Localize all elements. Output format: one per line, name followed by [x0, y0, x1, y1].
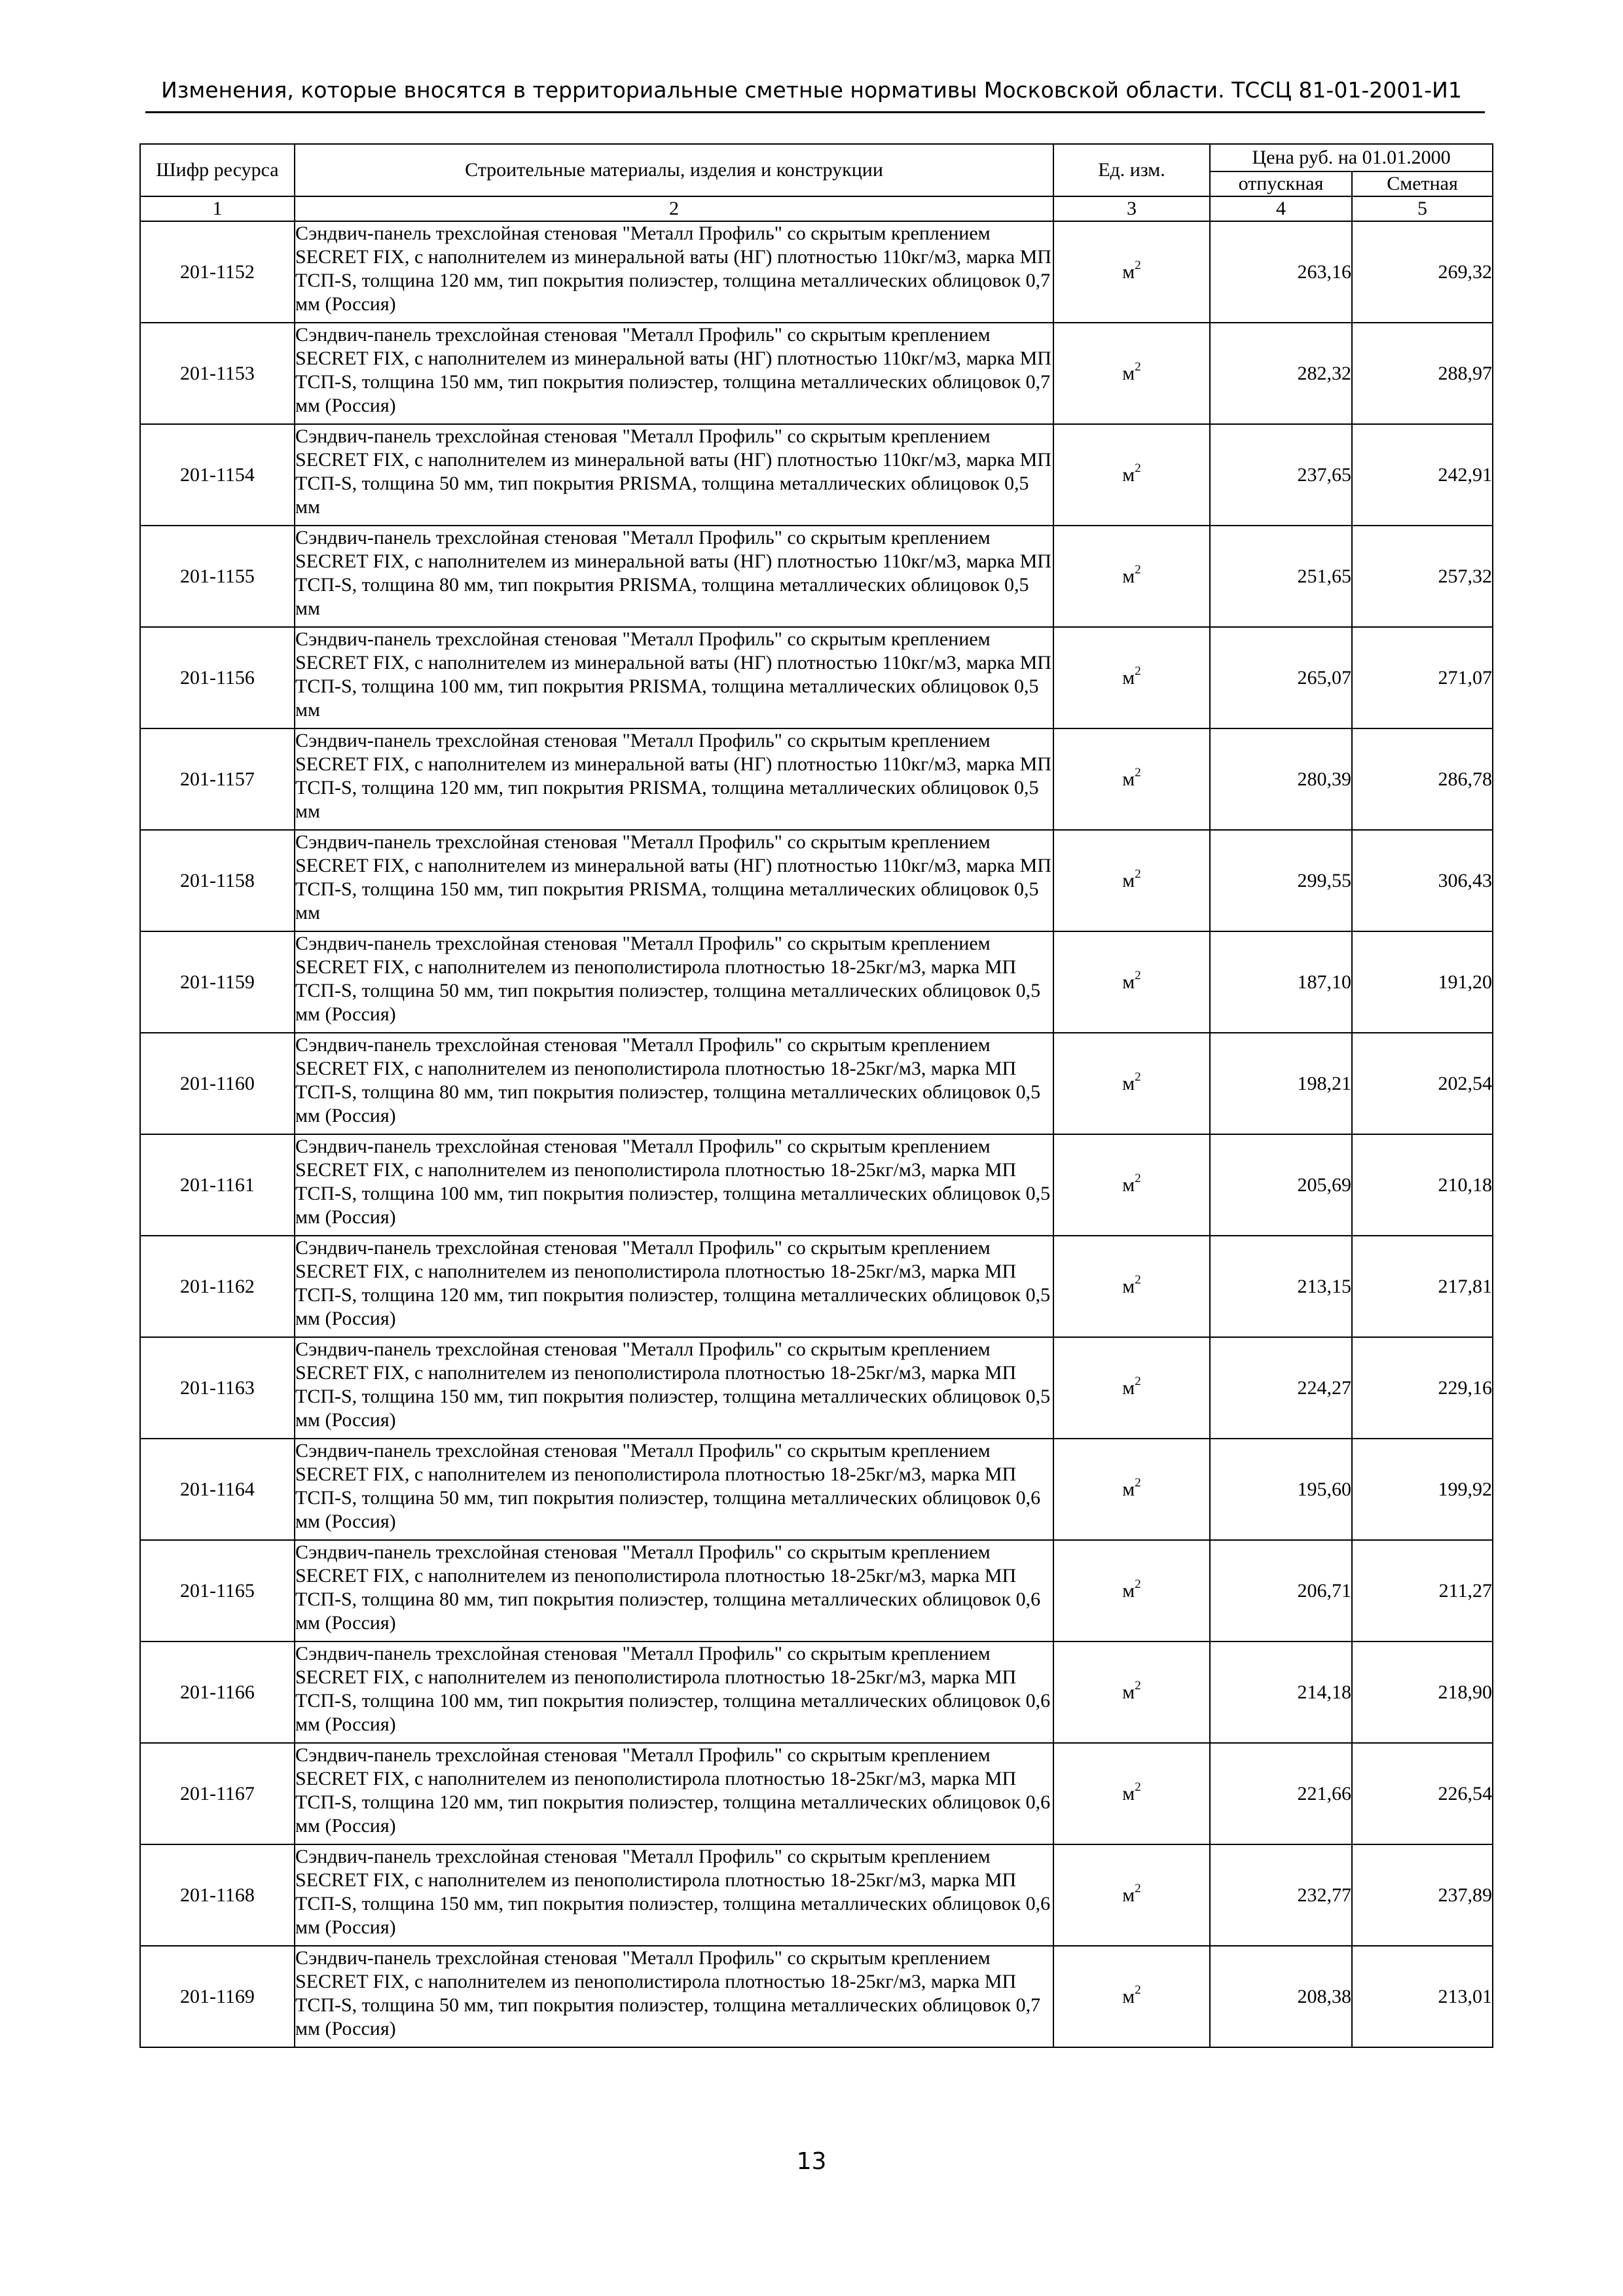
- unit-exponent: 2: [1135, 359, 1141, 374]
- material-description: Сэндвич-панель трехслойная стеновая "Металл Профиль" со скрытым креплением SECRET FIX, с наполнителем из минеральной ваты (НГ) плотностью 110кг/м3, марка МП ТСП-S, толщина 150 мм, тип покрытия PRISMA, толщина металлических облицовок 0,5 мм: [295, 830, 1053, 931]
- resource-code: 201-1158: [140, 830, 295, 931]
- table-row: [140, 1946, 1493, 2047]
- resource-code: 201-1169: [140, 1946, 295, 2047]
- unit-base: м: [1122, 971, 1135, 993]
- estimate-price: 202,54: [1352, 1033, 1493, 1134]
- resource-code: 201-1160: [140, 1033, 295, 1134]
- unit-exponent: 2: [1135, 1881, 1141, 1895]
- unit-cell: [1053, 1641, 1210, 1743]
- release-price: 195,60: [1210, 1439, 1352, 1540]
- release-price: 299,55: [1210, 830, 1352, 931]
- table-row: [140, 323, 1493, 424]
- column-number: 1: [140, 196, 295, 221]
- table-row: [140, 1337, 1493, 1439]
- material-description: Сэндвич-панель трехслойная стеновая "Металл Профиль" со скрытым креплением SECRET FIX, с наполнителем из минеральной ваты (НГ) плотностью 110кг/м3, марка МП ТСП-S, толщина 150 мм, тип покрытия полиэстер, толщина металлических облицовок 0,7 мм (Россия): [295, 323, 1053, 424]
- release-price: 205,69: [1210, 1134, 1352, 1236]
- estimate-price: 213,01: [1352, 1946, 1493, 2047]
- resource-code: 201-1165: [140, 1540, 295, 1641]
- unit-cell: [1053, 323, 1210, 424]
- unit-exponent: 2: [1135, 1069, 1141, 1084]
- unit-base: м: [1122, 1782, 1135, 1804]
- table-row: [140, 1033, 1493, 1134]
- release-price: 251,65: [1210, 526, 1352, 627]
- estimate-price: 286,78: [1352, 728, 1493, 830]
- resource-code: 201-1157: [140, 728, 295, 830]
- material-description: Сэндвич-панель трехслойная стеновая "Металл Профиль" со скрытым креплением SECRET FIX, с наполнителем из минеральной ваты (НГ) плотностью 110кг/м3, марка МП ТСП-S, толщина 100 мм, тип покрытия PRISMA, толщина металлических облицовок 0,5 мм: [295, 627, 1053, 728]
- estimate-price: 269,32: [1352, 221, 1493, 323]
- release-price: 265,07: [1210, 627, 1352, 728]
- table-row: [140, 1236, 1493, 1337]
- unit-cell: [1053, 931, 1210, 1033]
- page-number: 13: [796, 2148, 827, 2175]
- resource-code: 201-1159: [140, 931, 295, 1033]
- estimate-price: 226,54: [1352, 1743, 1493, 1844]
- unit-cell: [1053, 1337, 1210, 1439]
- estimate-price: 211,27: [1352, 1540, 1493, 1641]
- unit-cell: [1053, 830, 1210, 931]
- material-description: Сэндвич-панель трехслойная стеновая "Металл Профиль" со скрытым креплением SECRET FIX, с наполнителем из пенополистирола плотностью 18-25кг/м3, марка МП ТСП-S, толщина 80 мм, тип покрытия полиэстер, толщина металлических облицовок 0,6 мм (Россия): [295, 1540, 1053, 1641]
- header-estimate-price: Сметная: [1352, 171, 1493, 196]
- material-description: Сэндвич-панель трехслойная стеновая "Металл Профиль" со скрытым креплением SECRET FIX, с наполнителем из пенополистирола плотностью 18-25кг/м3, марка МП ТСП-S, толщина 100 мм, тип покрытия полиэстер, толщина металлических облицовок 0,6 мм (Россия): [295, 1641, 1053, 1743]
- table-row: [140, 1134, 1493, 1236]
- table-body: [140, 221, 1493, 2047]
- estimate-price: 199,92: [1352, 1439, 1493, 1540]
- resource-code: 201-1153: [140, 323, 295, 424]
- resource-code: 201-1161: [140, 1134, 295, 1236]
- header-code: Шифр ресурса: [140, 144, 295, 196]
- material-description: Сэндвич-панель трехслойная стеновая "Металл Профиль" со скрытым креплением SECRET FIX, с наполнителем из пенополистирола плотностью 18-25кг/м3, марка МП ТСП-S, толщина 50 мм, тип покрытия полиэстер, толщина металлических облицовок 0,7 мм (Россия): [295, 1946, 1053, 2047]
- unit-cell: [1053, 1134, 1210, 1236]
- unit-base: м: [1122, 1681, 1135, 1703]
- unit-cell: [1053, 627, 1210, 728]
- unit-cell: [1053, 526, 1210, 627]
- unit-cell: [1053, 1946, 1210, 2047]
- unit-cell: [1053, 1439, 1210, 1540]
- unit-exponent: 2: [1135, 664, 1141, 678]
- material-description: Сэндвич-панель трехслойная стеновая "Металл Профиль" со скрытым креплением SECRET FIX, с наполнителем из пенополистирола плотностью 18-25кг/м3, марка МП ТСП-S, толщина 50 мм, тип покрытия полиэстер, толщина металлических облицовок 0,5 мм (Россия): [295, 931, 1053, 1033]
- unit-exponent: 2: [1135, 867, 1141, 881]
- unit-base: м: [1122, 768, 1135, 790]
- material-description: Сэндвич-панель трехслойная стеновая "Металл Профиль" со скрытым креплением SECRET FIX, с наполнителем из минеральной ваты (НГ) плотностью 110кг/м3, марка МП ТСП-S, толщина 120 мм, тип покрытия полиэстер, толщина металлических облицовок 0,7 мм (Россия): [295, 221, 1053, 323]
- unit-exponent: 2: [1135, 1780, 1141, 1794]
- unit-cell: [1053, 424, 1210, 526]
- estimate-price: 306,43: [1352, 830, 1493, 931]
- material-description: Сэндвич-панель трехслойная стеновая "Металл Профиль" со скрытым креплением SECRET FIX, с наполнителем из пенополистирола плотностью 18-25кг/м3, марка МП ТСП-S, толщина 150 мм, тип покрытия полиэстер, толщина металлических облицовок 0,5 мм (Россия): [295, 1337, 1053, 1439]
- unit-exponent: 2: [1135, 461, 1141, 475]
- unit-base: м: [1122, 666, 1135, 689]
- resource-code: 201-1156: [140, 627, 295, 728]
- unit-cell: [1053, 1236, 1210, 1337]
- unit-base: м: [1122, 565, 1135, 587]
- material-description: Сэндвич-панель трехслойная стеновая "Металл Профиль" со скрытым креплением SECRET FIX, с наполнителем из пенополистирола плотностью 18-25кг/м3, марка МП ТСП-S, толщина 80 мм, тип покрытия полиэстер, толщина металлических облицовок 0,5 мм (Россия): [295, 1033, 1053, 1134]
- unit-exponent: 2: [1135, 258, 1141, 272]
- release-price: 214,18: [1210, 1641, 1352, 1743]
- resource-code: 201-1162: [140, 1236, 295, 1337]
- column-number: 4: [1210, 196, 1352, 221]
- release-price: 187,10: [1210, 931, 1352, 1033]
- unit-base: м: [1122, 1985, 1135, 2007]
- release-price: 237,65: [1210, 424, 1352, 526]
- unit-cell: [1053, 728, 1210, 830]
- unit-exponent: 2: [1135, 1272, 1141, 1287]
- release-price: 282,32: [1210, 323, 1352, 424]
- table-row: [140, 627, 1493, 728]
- resource-code: 201-1167: [140, 1743, 295, 1844]
- resource-price-table: [139, 143, 1493, 2048]
- table-row: [140, 1540, 1493, 1641]
- header-material: Строительные материалы, изделия и конструкции: [295, 144, 1053, 196]
- column-number: 5: [1352, 196, 1493, 221]
- estimate-price: 242,91: [1352, 424, 1493, 526]
- release-price: 206,71: [1210, 1540, 1352, 1641]
- header-release-price: отпускная: [1210, 171, 1352, 196]
- release-price: 208,38: [1210, 1946, 1352, 2047]
- unit-base: м: [1122, 1376, 1135, 1399]
- resource-code: 201-1168: [140, 1844, 295, 1946]
- column-number: 3: [1053, 196, 1210, 221]
- material-description: Сэндвич-панель трехслойная стеновая "Металл Профиль" со скрытым креплением SECRET FIX, с наполнителем из минеральной ваты (НГ) плотностью 110кг/м3, марка МП ТСП-S, толщина 120 мм, тип покрытия PRISMA, толщина металлических облицовок 0,5 мм: [295, 728, 1053, 830]
- material-description: Сэндвич-панель трехслойная стеновая "Металл Профиль" со скрытым креплением SECRET FIX, с наполнителем из минеральной ваты (НГ) плотностью 110кг/м3, марка МП ТСП-S, толщина 50 мм, тип покрытия PRISMA, толщина металлических облицовок 0,5 мм: [295, 424, 1053, 526]
- material-description: Сэндвич-панель трехслойная стеновая "Металл Профиль" со скрытым креплением SECRET FIX, с наполнителем из минеральной ваты (НГ) плотностью 110кг/м3, марка МП ТСП-S, толщина 80 мм, тип покрытия PRISMA, толщина металлических облицовок 0,5 мм: [295, 526, 1053, 627]
- table-row: [140, 1743, 1493, 1844]
- table-row: [140, 1844, 1493, 1946]
- release-price: 263,16: [1210, 221, 1352, 323]
- table-row: [140, 424, 1493, 526]
- unit-base: м: [1122, 1478, 1135, 1500]
- header-divider: [145, 111, 1485, 113]
- unit-exponent: 2: [1135, 1374, 1141, 1388]
- release-price: 198,21: [1210, 1033, 1352, 1134]
- estimate-price: 237,89: [1352, 1844, 1493, 1946]
- material-description: Сэндвич-панель трехслойная стеновая "Металл Профиль" со скрытым креплением SECRET FIX, с наполнителем из пенополистирола плотностью 18-25кг/м3, марка МП ТСП-S, толщина 150 мм, тип покрытия полиэстер, толщина металлических облицовок 0,6 мм (Россия): [295, 1844, 1053, 1946]
- resource-code: 201-1155: [140, 526, 295, 627]
- material-description: Сэндвич-панель трехслойная стеновая "Металл Профиль" со скрытым креплением SECRET FIX, с наполнителем из пенополистирола плотностью 18-25кг/м3, марка МП ТСП-S, толщина 120 мм, тип покрытия полиэстер, толщина металлических облицовок 0,6 мм (Россия): [295, 1743, 1053, 1844]
- table-row: [140, 728, 1493, 830]
- unit-cell: [1053, 1844, 1210, 1946]
- column-number: 2: [295, 196, 1053, 221]
- unit-exponent: 2: [1135, 1577, 1141, 1591]
- unit-base: м: [1122, 1072, 1135, 1094]
- estimate-price: 257,32: [1352, 526, 1493, 627]
- estimate-price: 271,07: [1352, 627, 1493, 728]
- resource-code: 201-1152: [140, 221, 295, 323]
- unit-cell: [1053, 1540, 1210, 1641]
- unit-base: м: [1122, 463, 1135, 486]
- unit-base: м: [1122, 260, 1135, 283]
- resource-code: 201-1163: [140, 1337, 295, 1439]
- unit-exponent: 2: [1135, 1678, 1141, 1693]
- estimate-price: 210,18: [1352, 1134, 1493, 1236]
- unit-cell: [1053, 1743, 1210, 1844]
- unit-exponent: 2: [1135, 1475, 1141, 1490]
- estimate-price: 288,97: [1352, 323, 1493, 424]
- unit-exponent: 2: [1135, 765, 1141, 780]
- release-price: 213,15: [1210, 1236, 1352, 1337]
- table-row: [140, 1439, 1493, 1540]
- estimate-price: 229,16: [1352, 1337, 1493, 1439]
- unit-base: м: [1122, 869, 1135, 891]
- release-price: 224,27: [1210, 1337, 1352, 1439]
- release-price: 221,66: [1210, 1743, 1352, 1844]
- estimate-price: 217,81: [1352, 1236, 1493, 1337]
- estimate-price: 218,90: [1352, 1641, 1493, 1743]
- unit-exponent: 2: [1135, 1982, 1141, 1997]
- estimate-price: 191,20: [1352, 931, 1493, 1033]
- material-description: Сэндвич-панель трехслойная стеновая "Металл Профиль" со скрытым креплением SECRET FIX, с наполнителем из пенополистирола плотностью 18-25кг/м3, марка МП ТСП-S, толщина 120 мм, тип покрытия полиэстер, толщина металлических облицовок 0,5 мм (Россия): [295, 1236, 1053, 1337]
- unit-exponent: 2: [1135, 1171, 1141, 1185]
- resource-code: 201-1164: [140, 1439, 295, 1540]
- unit-exponent: 2: [1135, 562, 1141, 577]
- table-row: [140, 221, 1493, 323]
- unit-cell: [1053, 1033, 1210, 1134]
- unit-base: м: [1122, 1884, 1135, 1906]
- resource-code: 201-1166: [140, 1641, 295, 1743]
- page-header: Изменения, которые вносятся в территориальные сметные нормативы Московской области. ТССЦ 81-01-2001-И1: [161, 77, 1462, 103]
- release-price: 280,39: [1210, 728, 1352, 830]
- release-price: 232,77: [1210, 1844, 1352, 1946]
- header-unit: Ед. изм.: [1053, 144, 1210, 196]
- resource-code: 201-1154: [140, 424, 295, 526]
- header-price-group: Цена руб. на 01.01.2000: [1210, 144, 1493, 171]
- unit-base: м: [1122, 362, 1135, 384]
- unit-base: м: [1122, 1174, 1135, 1196]
- table-row: [140, 830, 1493, 931]
- table-row: [140, 526, 1493, 627]
- unit-base: м: [1122, 1579, 1135, 1602]
- material-description: Сэндвич-панель трехслойная стеновая "Металл Профиль" со скрытым креплением SECRET FIX, с наполнителем из пенополистирола плотностью 18-25кг/м3, марка МП ТСП-S, толщина 50 мм, тип покрытия полиэстер, толщина металлических облицовок 0,6 мм (Россия): [295, 1439, 1053, 1540]
- table-row: [140, 931, 1493, 1033]
- table-row: [140, 1641, 1493, 1743]
- unit-base: м: [1122, 1275, 1135, 1297]
- unit-exponent: 2: [1135, 968, 1141, 982]
- material-description: Сэндвич-панель трехслойная стеновая "Металл Профиль" со скрытым креплением SECRET FIX, с наполнителем из пенополистирола плотностью 18-25кг/м3, марка МП ТСП-S, толщина 100 мм, тип покрытия полиэстер, толщина металлических облицовок 0,5 мм (Россия): [295, 1134, 1053, 1236]
- unit-cell: [1053, 221, 1210, 323]
